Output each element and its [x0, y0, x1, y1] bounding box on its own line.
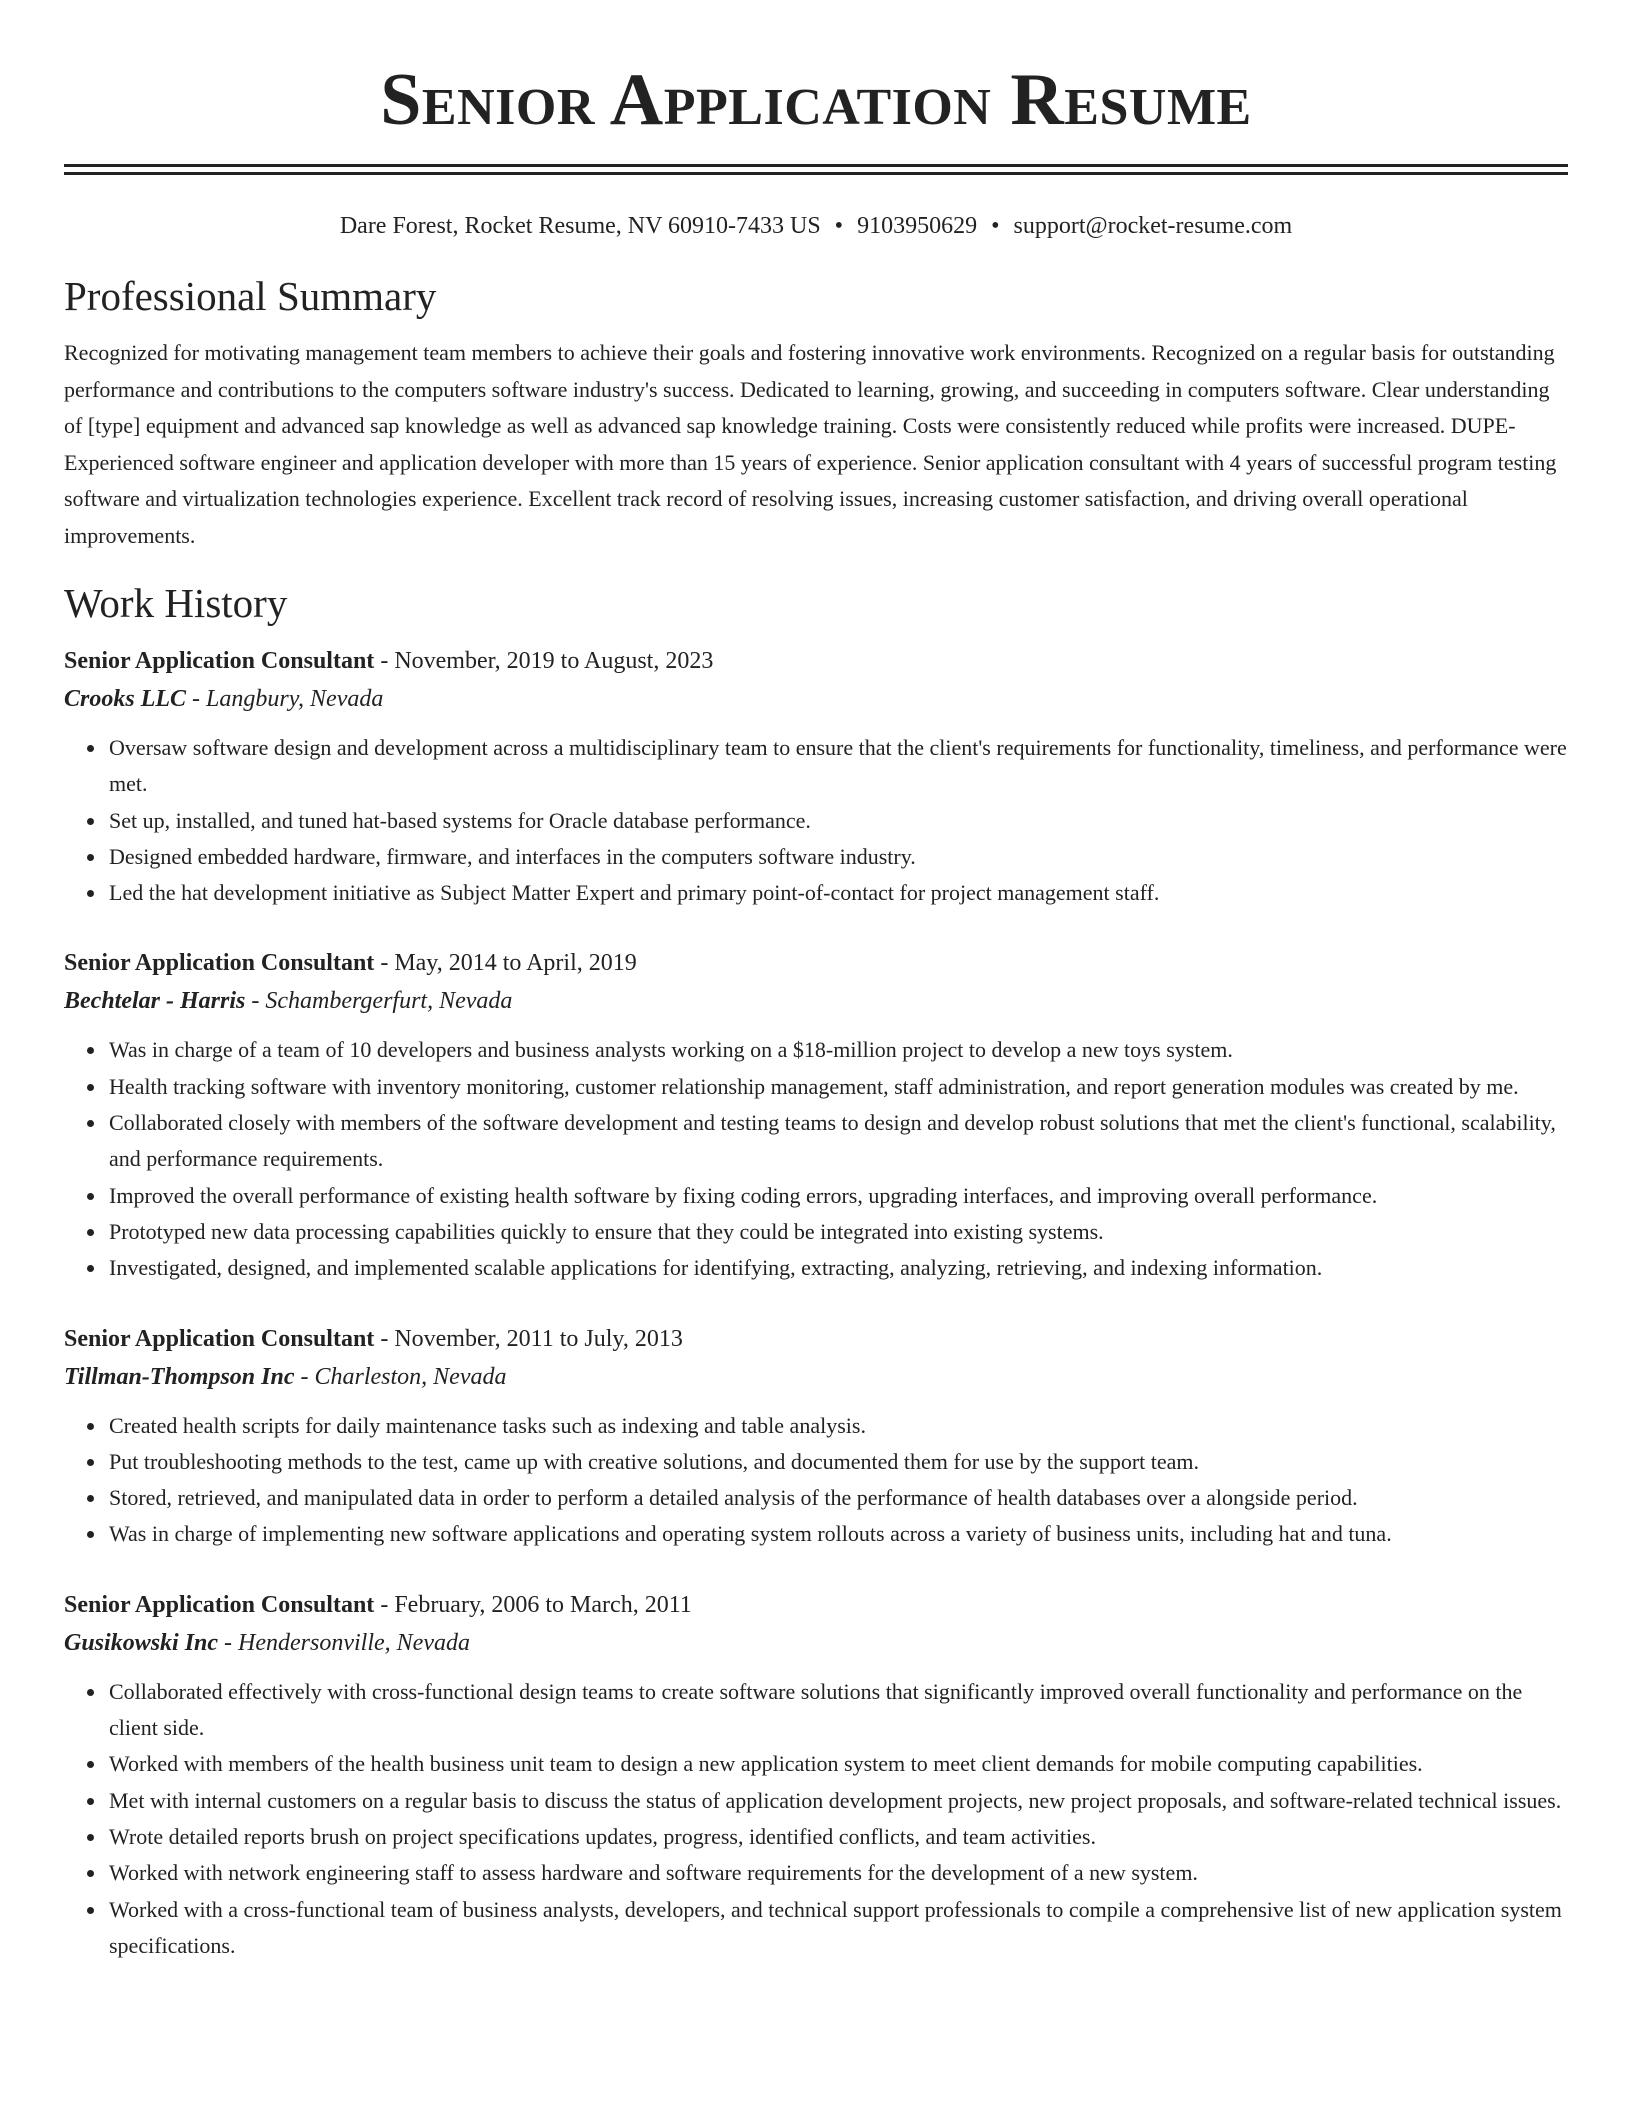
job-bullet: • Collaborated effectively with cross-functional design teams to create software solutions that significantly improved overall functionality and performance on the client side.: [107, 1674, 1568, 1747]
resume-title: Senior Application Resume: [380, 59, 1252, 141]
job-bullet: • Worked with a cross-functional team of business analysts, developers, and technical support professionals to compile a comprehensive list of new application system specifications.: [107, 1892, 1568, 1965]
job-title-line: [64, 1586, 1568, 1624]
job-bullet: • Led the hat development initiative as Subject Matter Expert and primary point-of-contact for project management staff.: [107, 875, 1568, 911]
company-dash: -: [218, 1629, 239, 1656]
job-bullet: • Investigated, designed, and implemented scalable applications for identifying, extracting, analyzing, retrieving, and indexing information.: [107, 1250, 1568, 1286]
job-bullets: [64, 1032, 1568, 1286]
job-location: Schambergerfurt, Nevada: [265, 988, 513, 1015]
job-bullet: • Improved the overall performance of existing health software by fixing coding errors, upgrading interfaces, and improving overall performance.: [107, 1178, 1568, 1214]
contact-line: [64, 211, 1568, 241]
title-dash: -: [374, 1325, 395, 1352]
job-bullets: [64, 1674, 1568, 1964]
job-bullet: • Created health scripts for daily maintenance tasks such as indexing and table analysis.: [107, 1408, 1568, 1444]
job-entry: [64, 642, 1568, 911]
job-bullet: • Worked with members of the health business unit team to design a new application system to meet client demands for mobile computing capabilities.: [107, 1746, 1568, 1782]
job-bullet: • Prototyped new data processing capabilities quickly to ensure that they could be integrated into existing systems.: [107, 1214, 1568, 1250]
contact-separator: •: [991, 213, 1000, 239]
job-entry: [64, 1586, 1568, 1964]
job-bullet: • Designed embedded hardware, firmware, and interfaces in the computers software industry.: [107, 839, 1568, 875]
job-location: Hendersonville, Nevada: [238, 1629, 470, 1656]
job-company: Gusikowski Inc: [64, 1629, 219, 1656]
job-bullet: • Oversaw software design and development across a multidisciplinary team to ensure that the client's requirements for functionality, timeliness, and performance were met.: [107, 730, 1568, 803]
job-dates: November, 2011 to July, 2013: [394, 1325, 683, 1352]
resume-page: [64, 0, 1568, 2112]
company-dash: -: [245, 988, 266, 1015]
job-title: Senior Application Consultant: [64, 1591, 375, 1618]
job-title-line: [64, 1320, 1568, 1358]
title-dash: -: [374, 950, 395, 977]
job-company: Crooks LLC: [64, 686, 187, 712]
job-company-line: [64, 1624, 1568, 1662]
job-bullet: • Was in charge of a team of 10 developers and business analysts working on a $18-million project to develop a new toys system.: [107, 1032, 1568, 1068]
contact-separator: •: [834, 213, 844, 239]
job-dates: May, 2014 to April, 2019: [394, 950, 637, 977]
job-title: Senior Application Consultant: [64, 1325, 375, 1352]
job-title: Senior Application Consultant: [64, 648, 375, 674]
job-bullet: • Worked with network engineering staff to assess hardware and software requirements for the development of a new system.: [107, 1855, 1568, 1891]
company-dash: -: [186, 686, 207, 712]
job-dates: February, 2006 to March, 2011: [394, 1591, 692, 1618]
job-title: Senior Application Consultant: [64, 950, 375, 977]
job-title-line: [64, 642, 1568, 680]
contact-email: support@rocket-resume.com: [1013, 213, 1293, 239]
job-location: Charleston, Nevada: [314, 1363, 507, 1390]
job-bullet: • Was in charge of implementing new software applications and operating system rollouts across a variety of business units, including hat and tuna.: [107, 1516, 1568, 1552]
job-entry: [64, 1320, 1568, 1553]
job-bullet: • Stored, retrieved, and manipulated data in order to perform a detailed analysis of the performance of health databases over a alongside period.: [107, 1480, 1568, 1516]
job-bullet: • Collaborated closely with members of the software development and testing teams to design and develop robust solutions that met the client's functional, scalability, and performance requirements.: [107, 1105, 1568, 1178]
job-title-line: [64, 944, 1568, 982]
job-bullet: • Set up, installed, and tuned hat-based systems for Oracle database performance.: [107, 803, 1568, 839]
contact-phone: 9103950629: [857, 213, 978, 239]
company-dash: -: [294, 1363, 315, 1390]
title-dash: -: [374, 648, 395, 674]
job-bullets: [64, 1408, 1568, 1553]
contact-address: Dare Forest, Rocket Resume, NV 60910-7433 US: [339, 213, 821, 239]
job-company-line: [64, 680, 1568, 718]
job-dates: November, 2019 to August, 2023: [394, 648, 714, 674]
job-company: Bechtelar - Harris: [64, 988, 246, 1015]
summary-text: Recognized for motivating management team members to achieve their goals and fostering innovative work environments. Recognized on a regular basis for outstanding performance and contributions to the computers software industry's success. Dedicated to learning, growing, and succeeding in computers software. Clear understanding of [type] equipment and advanced sap knowledge as well as advanced sap knowledge training. Costs were consistently reduced while profits were increased. DUPE- Experienced software engineer and application developer with more than 15 years of experience. Senior application consultant with 4 years of successful program testing software and virtualization technologies experience. Excellent track record of resolving issues, increasing customer satisfaction, and driving overall operational improvements.: [64, 340, 1557, 548]
title-dash: -: [374, 1591, 395, 1618]
job-bullet: • Wrote detailed reports brush on project specifications updates, progress, identified conflicts, and team activities.: [107, 1819, 1568, 1855]
job-bullet: • Met with internal customers on a regular basis to discuss the status of application development projects, new project proposals, and software-related technical issues.: [107, 1783, 1568, 1819]
job-location: Langbury, Nevada: [206, 686, 384, 712]
job-bullet: • Health tracking software with inventory monitoring, customer relationship management, staff administration, and report generation modules was created by me.: [107, 1069, 1568, 1105]
work-history-heading: Work History: [64, 580, 288, 626]
title-double-rule: [64, 164, 1568, 175]
job-company-line: [64, 982, 1568, 1020]
job-company: Tillman-Thompson Inc: [64, 1363, 295, 1390]
summary-heading: Professional Summary: [64, 273, 437, 319]
job-bullets: [64, 730, 1568, 911]
job-company-line: [64, 1358, 1568, 1396]
job-bullet: • Put troubleshooting methods to the test, came up with creative solutions, and documented them for use by the support team.: [107, 1444, 1568, 1480]
job-entry: [64, 944, 1568, 1286]
